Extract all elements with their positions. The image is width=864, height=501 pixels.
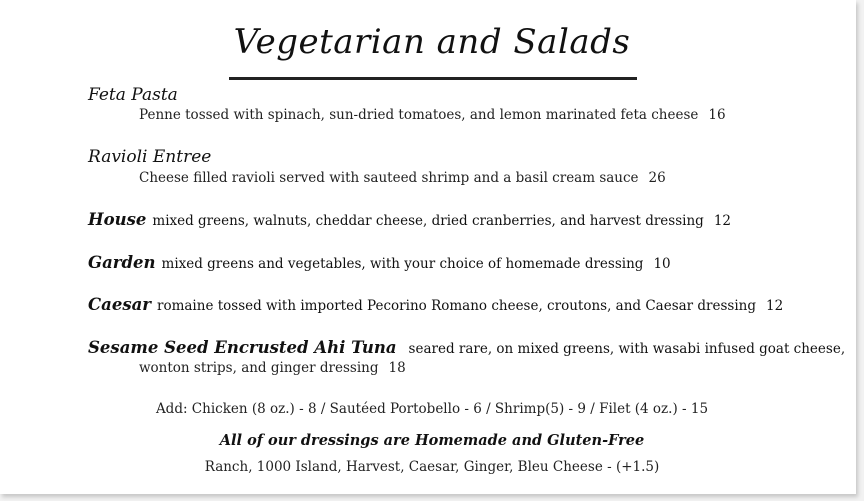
menu-item-desc-text: wonton strips, and ginger dressing	[139, 360, 379, 376]
menu-item-description	[139, 107, 726, 123]
menu-item-name: Feta Pasta	[88, 85, 178, 105]
menu-item-price: 16	[708, 107, 726, 123]
menu-item-row	[88, 295, 783, 314]
menu-item-row	[88, 210, 731, 229]
add-ons-line: Add: Chicken (8 oz.) - 8 / Sautéed Portobello - 6 / Shrimp(5) - 9 / Filet (4 oz.) - 15	[155, 401, 709, 417]
menu-item-name: Garden	[88, 253, 156, 272]
menu-item-description	[139, 170, 666, 186]
menu-item-desc-text: romaine tossed with imported Pecorino Romano cheese, croutons, and Caesar dressing	[157, 298, 757, 314]
menu-item-desc-text: Penne tossed with spinach, sun-dried tomatoes, and lemon marinated feta cheese	[139, 107, 699, 123]
title-underline	[229, 77, 637, 80]
menu-item-desc-text: mixed greens and vegetables, with your choice of homemade dressing	[161, 256, 644, 272]
menu-item-desc-text: mixed greens, walnuts, cheddar cheese, dried cranberries, and harvest dressing	[152, 213, 704, 229]
menu-item-name: Sesame Seed Encrusted Ahi Tuna	[88, 338, 397, 357]
menu-item-name: Ravioli Entree	[88, 147, 212, 167]
menu-item-price: 10	[653, 256, 671, 272]
menu-item-price: 18	[388, 360, 406, 376]
menu-item-desc-text: seared rare, on mixed greens, with wasabi infused goat cheese,	[408, 341, 846, 357]
menu-item-price: 12	[713, 213, 731, 229]
menu-item-name: Caesar	[88, 295, 151, 314]
menu-item-description	[139, 360, 406, 376]
menu-item-price: 26	[648, 170, 666, 186]
dressings-list: Ranch, 1000 Island, Harvest, Caesar, Ginger, Bleu Cheese - (+1.5)	[204, 459, 660, 475]
dressing-note: All of our dressings are Homemade and Gluten-Free	[219, 432, 645, 449]
menu-item-name: House	[88, 210, 147, 229]
menu-item-desc-text: Cheese filled ravioli served with sauteed shrimp and a basil cream sauce	[139, 170, 639, 186]
menu-item-row	[88, 253, 671, 272]
menu-item-row	[88, 338, 845, 357]
page-title: Vegetarian and Salads	[233, 22, 631, 62]
menu-item-price: 12	[766, 298, 784, 314]
